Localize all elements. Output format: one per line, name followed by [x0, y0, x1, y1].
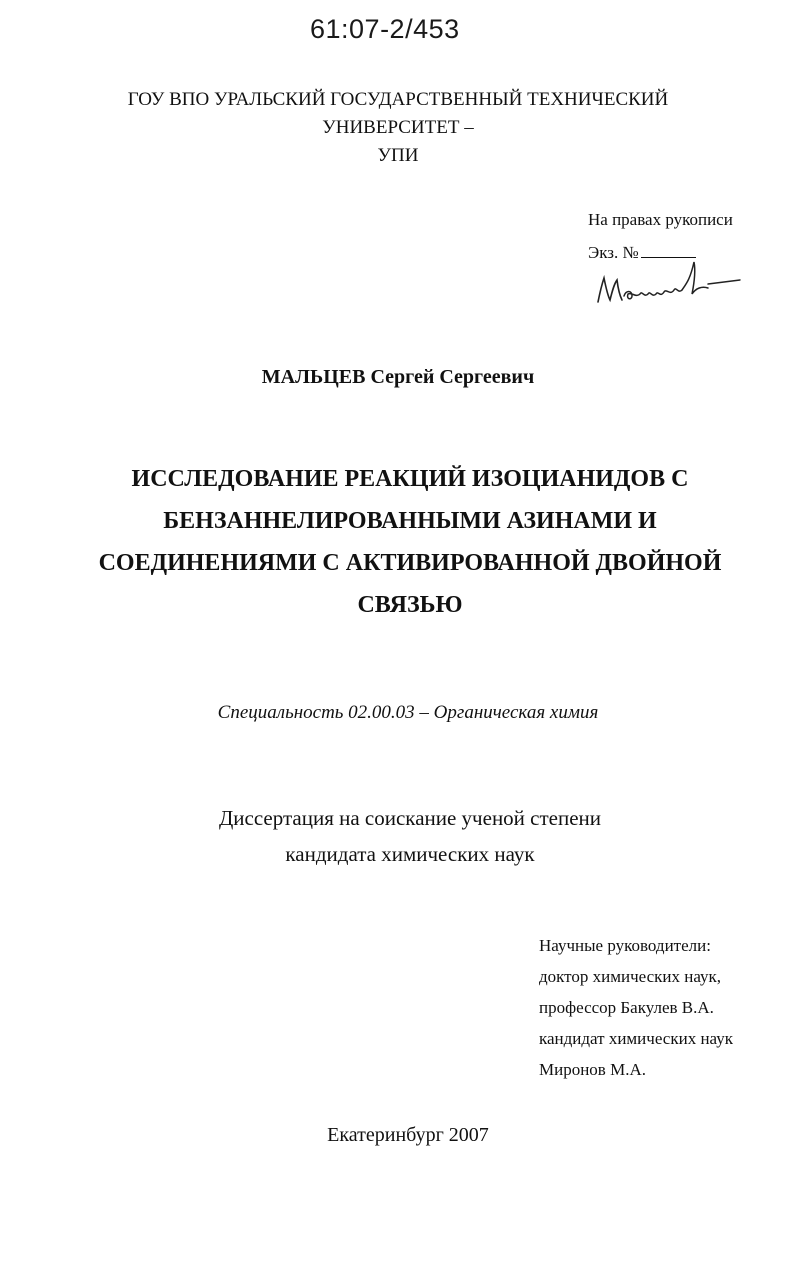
- degree-statement: [0, 800, 796, 872]
- institution-line-1: ГОУ ВПО УРАЛЬСКИЙ ГОСУДАРСТВЕННЫЙ ТЕХНИЧЕСКИЙ УНИВЕРСИТЕТ –: [127, 89, 669, 138]
- supervisors-heading: Научные руководители:: [539, 936, 711, 955]
- title-line: ИССЛЕДОВАНИЕ РЕАКЦИЙ ИЗОЦИАНИДОВ С: [131, 466, 689, 492]
- degree-line-2: кандидата химических наук: [285, 842, 535, 866]
- copy-number-label: Экз. №: [588, 243, 639, 262]
- title-line: СВЯЗЬЮ: [357, 592, 463, 618]
- supervisor-line: Миронов М.А.: [539, 1060, 646, 1079]
- supervisor-line: доктор химических наук,: [539, 967, 722, 986]
- manuscript-rights: На правах рукописи: [588, 210, 733, 229]
- city-year: Екатеринбург 2007: [327, 1124, 489, 1146]
- title-line: СОЕДИНЕНИЯМИ С АКТИВИРОВАННОЙ ДВОЙНОЙ: [98, 550, 722, 576]
- handwritten-signature: [590, 254, 750, 314]
- degree-line-1: Диссертация на соискание ученой степени: [218, 806, 602, 830]
- institution-name: [60, 86, 736, 170]
- institution-line-2: УПИ: [377, 145, 419, 166]
- supervisor-line: профессор Бакулев В.А.: [539, 998, 714, 1017]
- supervisors-block: [539, 930, 733, 1085]
- title-line: БЕНЗАННЕЛИРОВАННЫМИ АЗИНАМИ И: [163, 508, 657, 534]
- specialty: Специальность 02.00.03 – Органическая химия: [217, 702, 599, 723]
- author-name: МАЛЬЦЕВ Сергей Сергеевич: [261, 366, 535, 388]
- dissertation-title: [80, 458, 740, 626]
- archive-stamp-number: 61:07-2/453: [310, 14, 460, 44]
- supervisor-line: кандидат химических наук: [539, 1029, 733, 1048]
